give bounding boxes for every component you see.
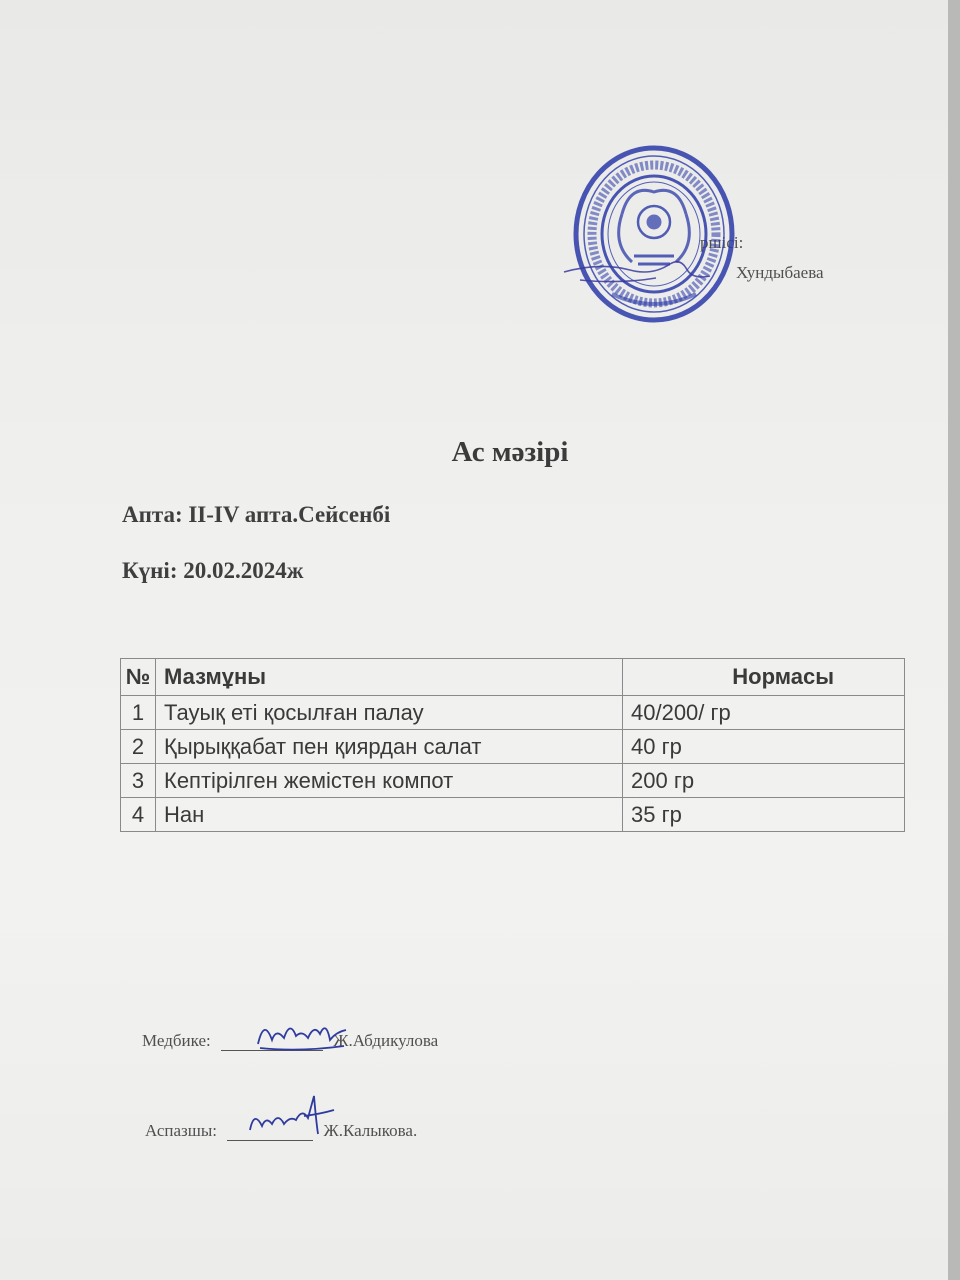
top-signature-icon (560, 250, 740, 300)
table-row (121, 764, 905, 798)
menu-table (120, 658, 905, 832)
row-content: Нан (156, 798, 623, 832)
header-content: Мазмұны (156, 659, 623, 696)
row-num: 1 (121, 696, 156, 730)
table-header-row (121, 659, 905, 696)
nurse-signature-icon (250, 1010, 350, 1056)
nurse-name: Ж.Абдикулова (333, 1031, 439, 1050)
cook-signature-icon (244, 1090, 339, 1142)
row-norm: 35 гр (623, 798, 905, 832)
week-line: Апта: II-IV апта.Сейсенбі (122, 502, 391, 527)
document-title: Ас мәзірі (451, 436, 569, 468)
header-num: № (121, 659, 156, 696)
row-num: 3 (121, 764, 156, 798)
date-line: Күні: 20.02.2024ж (122, 558, 304, 583)
table-row (121, 696, 905, 730)
row-content: Кептірілген жемістен компот (156, 764, 623, 798)
approval-line-2: Хундыбаева (736, 263, 824, 282)
row-norm: 40/200/ гр (623, 696, 905, 730)
table-row (121, 798, 905, 832)
nurse-label: Медбике: (142, 1031, 211, 1050)
approval-line-1: ршісі: (700, 233, 744, 252)
table-row (121, 730, 905, 764)
row-num: 4 (121, 798, 156, 832)
row-content: Тауық еті қосылған палау (156, 696, 623, 730)
row-norm: 40 гр (623, 730, 905, 764)
row-num: 2 (121, 730, 156, 764)
cook-label: Аспазшы: (145, 1121, 217, 1140)
page-edge (948, 0, 960, 1280)
row-norm: 200 гр (623, 764, 905, 798)
header-norm: Нормасы (623, 659, 905, 696)
row-content: Қырыққабат пен қиярдан салат (156, 730, 623, 764)
cook-name: Ж.Калыкова. (323, 1121, 418, 1140)
